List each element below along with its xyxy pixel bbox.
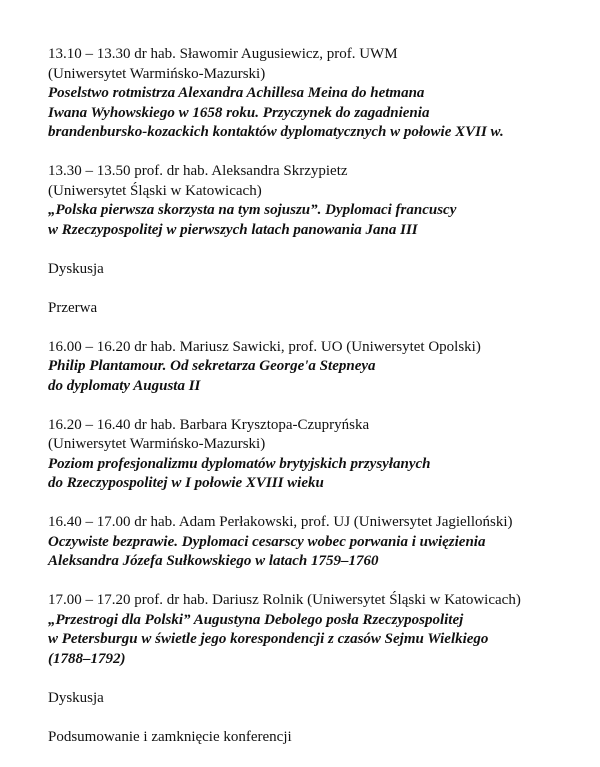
- program-entry-skrzypietz: [48, 162, 593, 240]
- talk-title-line: Aleksandra Józefa Sułkowskiego w latach 1759–1760: [48, 553, 379, 569]
- talk-title-line: (1788–1792): [48, 650, 126, 667]
- talk-title-line: Poselstwo rotmistrza Alexandra Achillesa Meina do hetmana: [48, 85, 425, 101]
- talk-title-line: Oczywiste bezprawie. Dyplomaci cesarscy wobec porwania i uwięzienia: [48, 533, 486, 550]
- closing-label: Podsumowanie i zamknięcie konferencji: [48, 728, 292, 745]
- discussion-label: Dyskusja: [48, 260, 104, 277]
- program-entry-perlakowski: [48, 513, 593, 572]
- talk-title-line: Iwana Wyhowskiego w 1658 roku. Przyczynek do zagadnienia: [48, 104, 430, 121]
- speaker-affiliation: (Uniwersytet Śląski w Katowicach): [48, 182, 262, 199]
- talk-title-line: do Rzeczypospolitej w I połowie XVIII wieku: [48, 475, 324, 491]
- speaker-line: 17.00 – 17.20 prof. dr hab. Dariusz Rolnik (Uniwersytet Śląski w Katowicach): [48, 592, 521, 608]
- talk-title-line: w Rzeczypospolitej w pierwszych latach panowania Jana III: [48, 221, 418, 238]
- speaker-affiliation: (Uniwersytet Warmińsko-Mazurski): [48, 65, 266, 82]
- talk-title-line: „Przestrogi dla Polski” Augustyna Debolego posła Rzeczypospolitej: [48, 611, 464, 628]
- talk-title-line: „Polska pierwsza skorzysta na tym sojuszu”. Dyplomaci francuscy: [48, 202, 457, 218]
- talk-title-line: Philip Plantamour. Od sekretarza George'a Stepneya: [48, 358, 376, 374]
- discussion-label: Dyskusja: [48, 689, 104, 706]
- program-entry-sawicki: [48, 338, 593, 397]
- program-page: [48, 45, 593, 767]
- talk-title-line: brandenbursko-kozackich kontaktów dyplomatycznych w połowie XVII w.: [48, 124, 504, 140]
- program-entry-rolnik: [48, 591, 593, 669]
- speaker-line: 13.30 – 13.50 prof. dr hab. Aleksandra Skrzypietz: [48, 163, 348, 179]
- program-entry-augusiewicz: [48, 45, 593, 143]
- talk-title-line: w Petersburgu w świetle jego korespondencji z czasów Sejmu Wielkiego: [48, 631, 489, 647]
- talk-title-line: do dyplomaty Augusta II: [48, 377, 201, 394]
- speaker-line: 16.20 – 16.40 dr hab. Barbara Krysztopa-Czupryńska: [48, 416, 370, 433]
- speaker-line: 16.40 – 17.00 dr hab. Adam Perłakowski, prof. UJ (Uniwersytet Jagielloński): [48, 514, 513, 530]
- program-entry-krysztopa: [48, 416, 593, 494]
- speaker-affiliation: (Uniwersytet Warmińsko-Mazurski): [48, 436, 266, 452]
- talk-title-line: Poziom profesjonalizmu dyplomatów brytyjskich przysyłanych: [48, 455, 431, 472]
- speaker-line: 13.10 – 13.30 dr hab. Sławomir Augusiewicz, prof. UWM: [48, 46, 398, 62]
- speaker-line: 16.00 – 16.20 dr hab. Mariusz Sawicki, prof. UO (Uniwersytet Opolski): [48, 338, 481, 355]
- break-label: Przerwa: [48, 299, 98, 316]
